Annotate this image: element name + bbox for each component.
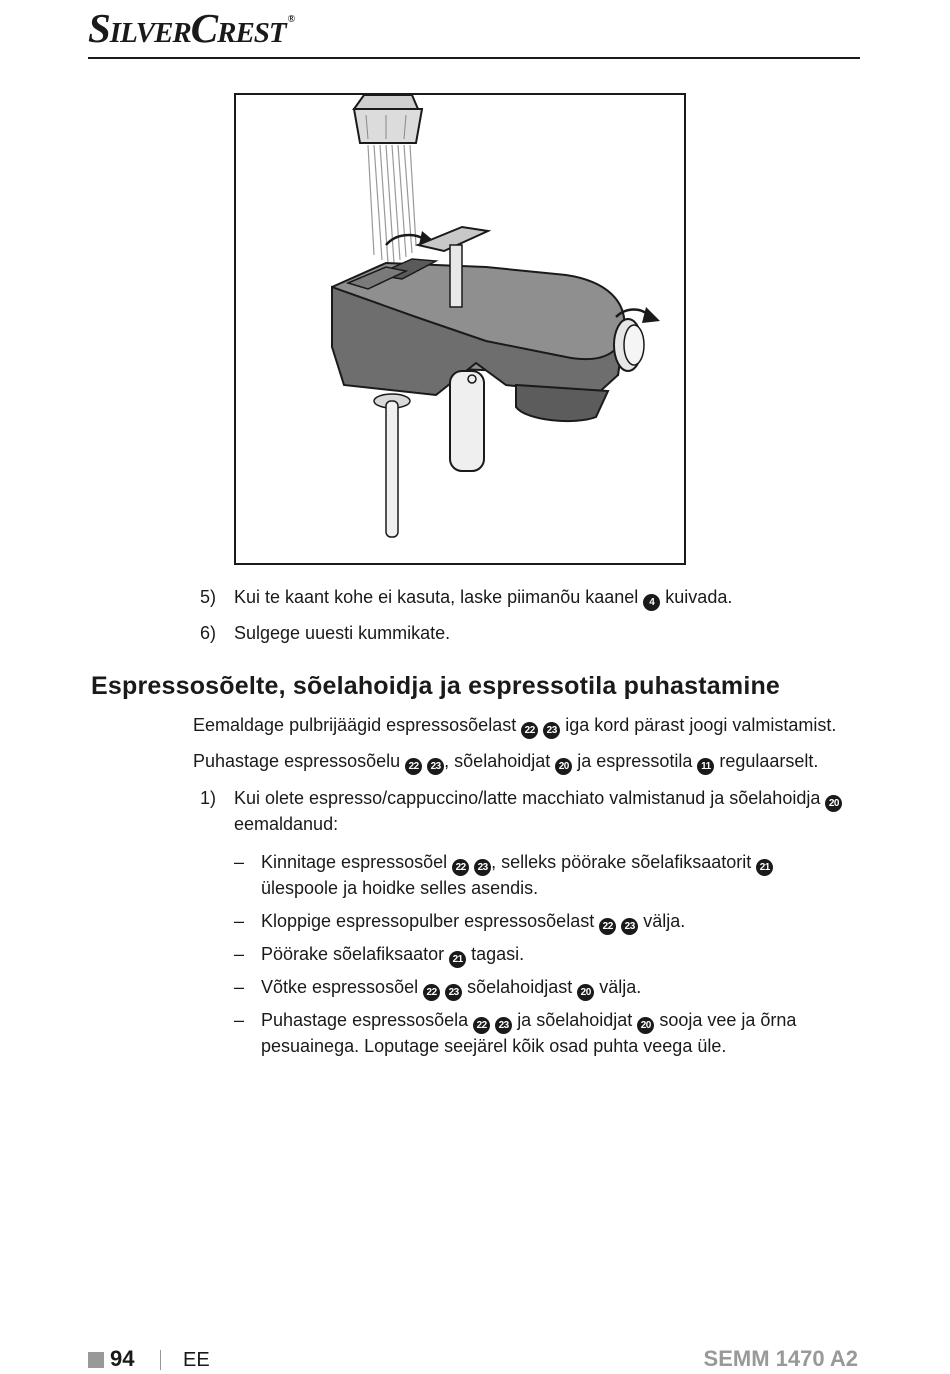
bullet-dash: – bbox=[234, 852, 245, 872]
step-number: 5) bbox=[200, 587, 217, 607]
reference-number-badge: 23 bbox=[621, 918, 638, 935]
reference-number-badge: 23 bbox=[445, 984, 462, 1001]
para-text: regulaarselt. bbox=[719, 751, 819, 771]
para-text: ja espressotila bbox=[577, 751, 693, 771]
footer-divider bbox=[160, 1350, 161, 1370]
reference-number-badge: 22 bbox=[599, 918, 616, 935]
step-text bbox=[234, 584, 732, 611]
reference-number-badge: 21 bbox=[756, 859, 773, 876]
paragraph bbox=[193, 712, 836, 739]
bullet-text-part: sõelahoidjast bbox=[467, 977, 573, 997]
paragraph bbox=[193, 748, 818, 775]
bullet-dash: – bbox=[234, 977, 245, 997]
reference-number-badge: 20 bbox=[577, 984, 594, 1001]
bullet-text-continuation bbox=[261, 1033, 726, 1059]
reference-number-badge: 11 bbox=[697, 758, 714, 775]
page-number: 94 bbox=[110, 1346, 135, 1371]
registered-mark: ® bbox=[287, 14, 295, 25]
bullet-text-part: tagasi. bbox=[471, 944, 525, 964]
step-text-part: kuivada. bbox=[665, 587, 733, 607]
reference-number-badge: 22 bbox=[452, 859, 469, 876]
brand-logo bbox=[88, 4, 294, 52]
bullet-text bbox=[261, 849, 773, 876]
reference-number-badge: 23 bbox=[427, 758, 444, 775]
step-number: 6) bbox=[200, 623, 217, 643]
bullet-text-part: pesuainega. Loputage seejärel kõik osad puhta veega üle. bbox=[261, 1036, 727, 1056]
reference-number-badge: 20 bbox=[637, 1017, 654, 1034]
bullet-text-part: Kloppige espressopulber espressosõelast bbox=[261, 911, 595, 931]
reference-number-badge: 4 bbox=[643, 594, 660, 611]
product-illustration bbox=[234, 93, 686, 565]
bullet-text bbox=[261, 908, 685, 935]
bullet-text-part: ja sõelahoidjat bbox=[517, 1010, 633, 1030]
bullet-dash: – bbox=[234, 1010, 245, 1030]
reference-number-badge: 21 bbox=[449, 951, 466, 968]
bullet-text bbox=[261, 1007, 796, 1034]
bullet-text-part: Kinnitage espressosõel bbox=[261, 852, 448, 872]
header-rule bbox=[88, 57, 860, 59]
step-text-part: eemaldanud: bbox=[234, 814, 339, 834]
reference-number-badge: 23 bbox=[474, 859, 491, 876]
reference-number-badge: 23 bbox=[543, 722, 560, 739]
reference-number-badge: 20 bbox=[555, 758, 572, 775]
reference-number-badge: 23 bbox=[495, 1017, 512, 1034]
reference-number-badge: 22 bbox=[521, 722, 538, 739]
model-number: SEMM 1470 A2 bbox=[703, 1346, 858, 1371]
bullet-text-part: Pöörake sõelafiksaator bbox=[261, 944, 445, 964]
para-text: iga kord pärast joogi valmistamist. bbox=[565, 715, 837, 735]
reference-number-badge: 20 bbox=[825, 795, 842, 812]
bullet-text-part: Võtke espressosõel bbox=[261, 977, 419, 997]
section-heading: Espressosõelte, sõelahoidja ja espressotila puhastamine bbox=[91, 672, 781, 700]
milk-frother-cleaning-icon bbox=[236, 95, 684, 563]
bullet-text bbox=[261, 974, 641, 1001]
step-text-part: Kui te kaant kohe ei kasuta, laske piimanõu kaanel bbox=[234, 587, 639, 607]
bullet-text-part: välja. bbox=[599, 977, 642, 997]
step-text: Sulgege uuesti kummikate. bbox=[234, 623, 451, 643]
step-text bbox=[234, 785, 842, 812]
step-number: 1) bbox=[200, 788, 217, 808]
bullet-text-part: , selleks pöörake sõelafiksaatorit bbox=[491, 852, 752, 872]
reference-number-badge: 22 bbox=[473, 1017, 490, 1034]
reference-number-badge: 22 bbox=[423, 984, 440, 1001]
bullet-text-part: sooja vee ja õrna bbox=[659, 1010, 797, 1030]
para-text: Eemaldage pulbrijäägid espressosõelast bbox=[193, 715, 517, 735]
bullet-text bbox=[261, 941, 524, 968]
brand-name: SilverCrest bbox=[88, 5, 286, 51]
bullet-text-part: välja. bbox=[643, 911, 686, 931]
bullet-dash: – bbox=[234, 911, 245, 931]
footer-square-icon bbox=[88, 1352, 104, 1368]
bullet-text-part: Puhastage espressosõela bbox=[261, 1010, 469, 1030]
para-text: , sõelahoidjat bbox=[444, 751, 551, 771]
bullet-dash: – bbox=[234, 944, 245, 964]
bullet-text-part: ülespoole ja hoidke selles asendis. bbox=[261, 878, 539, 898]
language-code: EE bbox=[183, 1349, 210, 1371]
para-text: Puhastage espressosõelu bbox=[193, 751, 401, 771]
reference-number-badge: 22 bbox=[405, 758, 422, 775]
step-text-continuation bbox=[234, 811, 338, 837]
step-text-part: Kui olete espresso/cappuccino/latte macchiato valmistanud ja sõelahoidja bbox=[234, 788, 821, 808]
bullet-text-continuation bbox=[261, 875, 538, 901]
